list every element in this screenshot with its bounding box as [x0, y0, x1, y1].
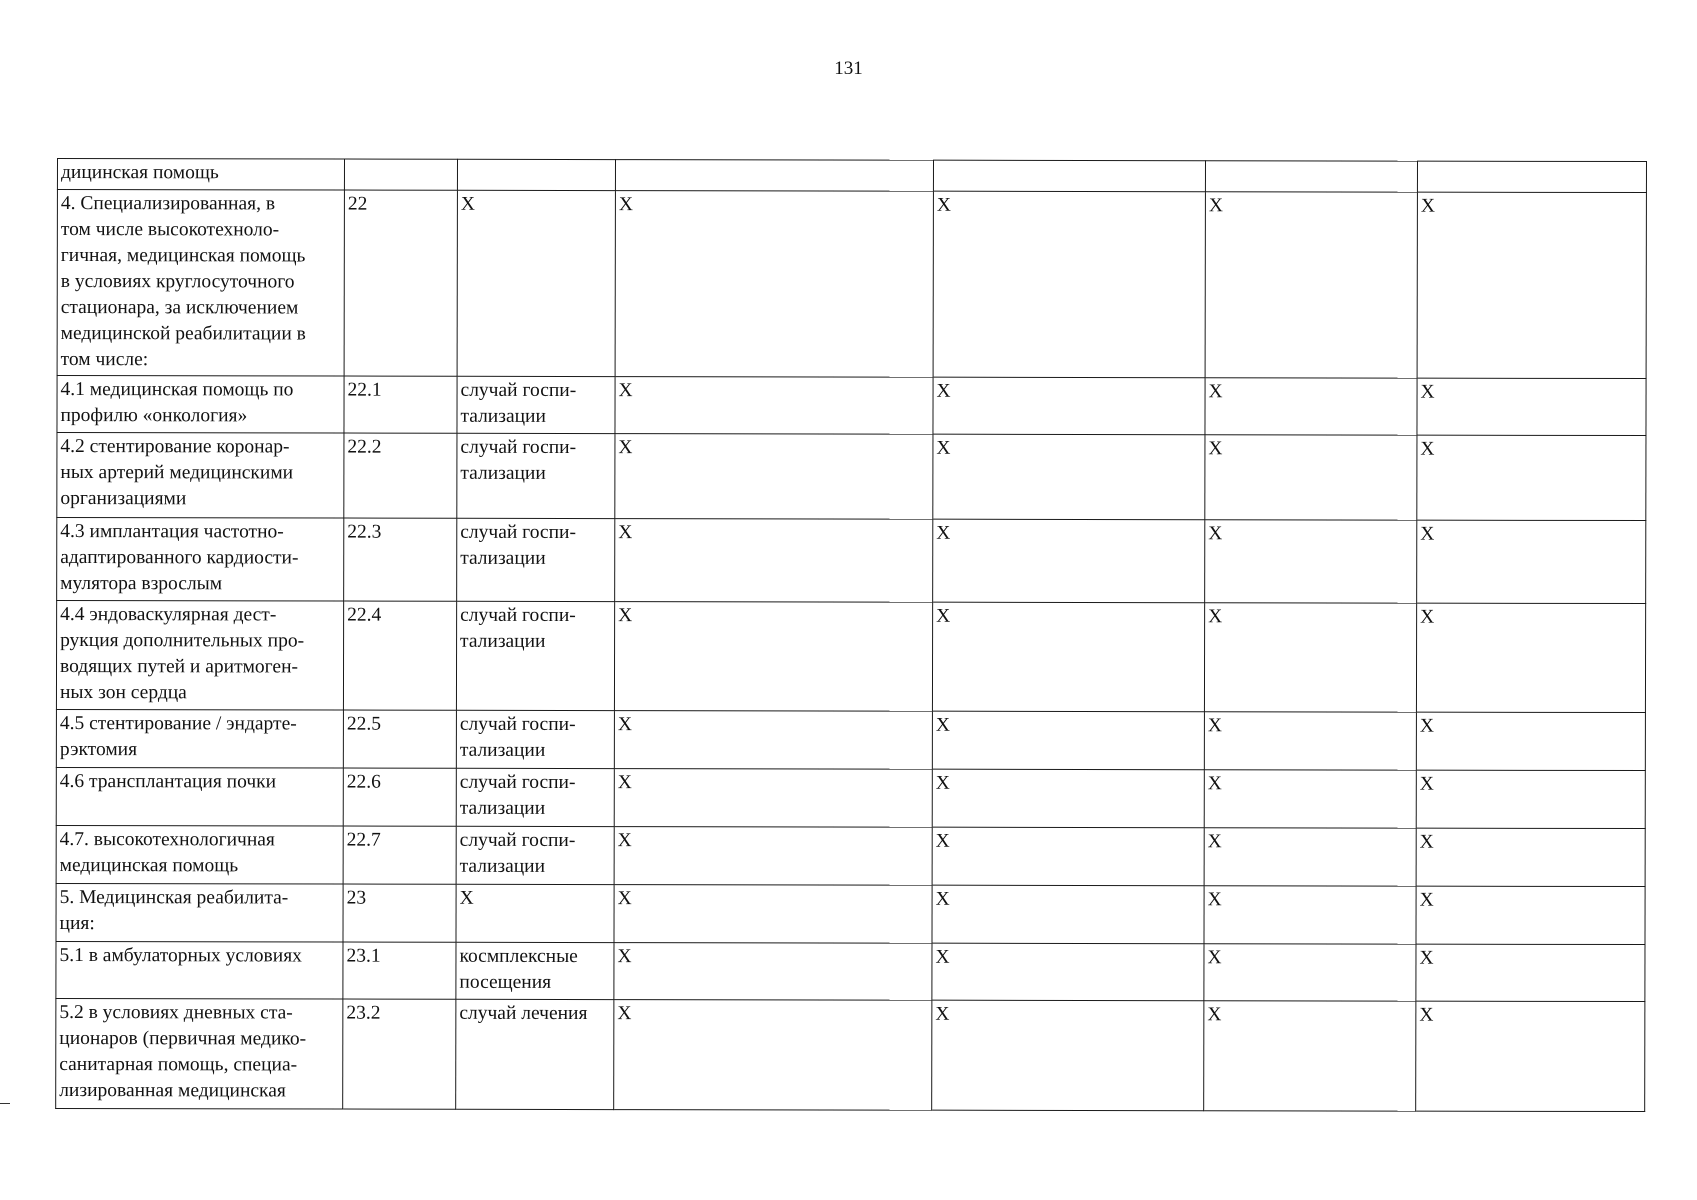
row-label-cell: 4.3 имплантация частотно- адаптированного кардиости- мулятора взрослым — [57, 518, 344, 602]
unit-cell: случай госпи- тализации — [457, 433, 615, 518]
table-row — [57, 376, 1646, 436]
value-cell: X — [614, 885, 932, 944]
value-cell: X — [1204, 944, 1416, 1001]
table-row — [56, 825, 1645, 886]
value-cell: X — [1417, 378, 1646, 435]
value-cell: X — [1417, 435, 1646, 520]
value-cell: X — [1205, 520, 1417, 603]
table-row — [56, 709, 1645, 770]
value-cell — [615, 160, 933, 192]
unit-cell: случай госпи- тализации — [456, 710, 614, 768]
row-label-cell: 4.1 медицинская помощь по профилю «онкология» — [57, 376, 344, 434]
table-row — [56, 941, 1645, 1001]
row-label-cell: 4. Специализированная, в том числе высокотехноло- гичная, медицинская помощь в условиях круглосуточного стационара, за исключением медицинской реабилитации в том числе: — [57, 190, 344, 377]
table-row — [57, 433, 1646, 521]
value-cell: X — [1204, 1001, 1416, 1111]
row-number-cell: 22.6 — [343, 768, 456, 826]
value-cell: X — [615, 434, 933, 520]
row-number-cell: 22.7 — [343, 826, 456, 884]
value-cell: X — [933, 191, 1205, 378]
value-cell: X — [932, 827, 1204, 886]
value-cell: X — [933, 377, 1205, 435]
value-cell: X — [614, 711, 932, 770]
row-number-cell: 22.3 — [344, 518, 457, 601]
value-cell: X — [1416, 886, 1645, 944]
value-cell: X — [614, 769, 932, 828]
row-number-cell: 22.1 — [344, 376, 457, 433]
value-cell: X — [932, 711, 1204, 770]
table-row — [56, 998, 1645, 1111]
table-row — [56, 601, 1645, 713]
value-cell: X — [932, 1000, 1204, 1111]
unit-cell: случай госпи- тализации — [456, 601, 614, 710]
row-number-cell — [344, 159, 457, 190]
value-cell: X — [1204, 886, 1416, 944]
row-label-cell: 4.5 стентирование / эндарте- рэктомия — [56, 709, 343, 768]
value-cell: X — [1416, 603, 1645, 712]
value-cell: X — [614, 1000, 932, 1111]
value-cell: X — [1416, 1001, 1645, 1111]
row-number-cell: 23.1 — [343, 942, 456, 999]
value-cell: X — [932, 602, 1204, 712]
value-cell: X — [933, 519, 1205, 603]
value-cell: X — [1204, 712, 1416, 770]
value-cell: X — [1416, 770, 1645, 828]
row-label-cell: 5. Медицинская реабилита- ция: — [56, 883, 343, 942]
row-label-cell: 4.7. высокотехнологичная медицинская помощь — [56, 825, 343, 884]
table-row — [57, 159, 1646, 193]
row-number-cell: 22 — [344, 190, 457, 376]
value-cell: X — [1417, 520, 1646, 603]
table-row — [57, 190, 1646, 379]
unit-cell: X — [456, 884, 614, 942]
value-cell: X — [1205, 435, 1417, 520]
value-cell — [1205, 161, 1417, 192]
page-number: 131 — [834, 58, 863, 79]
table-row — [57, 518, 1646, 604]
value-cell: X — [1205, 378, 1417, 435]
value-cell: X — [1205, 192, 1417, 378]
value-cell: X — [1204, 828, 1416, 886]
row-label-cell: дицинская помощь — [57, 159, 344, 191]
data-table — [55, 158, 1647, 1112]
unit-cell: случай госпи- тализации — [456, 768, 614, 826]
row-label-cell: 4.6 трансплантация почки — [56, 767, 343, 826]
row-label-cell: 4.4 эндоваскулярная дест- рукция дополнительных про- водящих путей и аритмоген- ных зон сердца — [56, 601, 343, 711]
value-cell: X — [615, 191, 933, 378]
row-number-cell: 22.4 — [343, 601, 456, 710]
value-cell: X — [933, 434, 1205, 520]
unit-cell: случай лечения — [456, 999, 614, 1109]
value-cell: X — [614, 827, 932, 886]
value-cell — [1417, 161, 1646, 192]
table-row — [56, 883, 1645, 944]
table-row — [56, 767, 1645, 828]
value-cell: X — [1416, 828, 1645, 886]
unit-cell — [457, 159, 615, 190]
row-label-cell: 5.1 в амбулаторных условиях — [56, 941, 343, 999]
value-cell: X — [614, 602, 932, 712]
value-cell: X — [1417, 192, 1646, 378]
value-cell: X — [1416, 712, 1645, 770]
row-number-cell: 23 — [343, 884, 456, 942]
value-cell: X — [932, 885, 1204, 944]
value-cell: X — [1204, 770, 1416, 828]
value-cell: X — [615, 519, 933, 603]
scan-mark — [0, 1103, 10, 1104]
row-number-cell: 22.2 — [344, 433, 457, 518]
value-cell: X — [1204, 603, 1416, 712]
unit-cell: космплексные посещения — [456, 942, 614, 999]
unit-cell: X — [457, 190, 615, 376]
value-cell: X — [932, 943, 1204, 1001]
row-number-cell: 22.5 — [343, 710, 456, 768]
row-label-cell: 5.2 в условиях дневных ста- ционаров (первичная медико- санитарная помощь, специа- лизированная медицинская — [56, 998, 343, 1109]
unit-cell: случай госпи- тализации — [457, 518, 615, 601]
value-cell: X — [615, 377, 933, 435]
row-number-cell: 23.2 — [343, 999, 456, 1109]
unit-cell: случай госпи- тализации — [457, 376, 615, 433]
value-cell: X — [932, 769, 1204, 828]
row-label-cell: 4.2 стентирование коронар- ных артерий медицинскими организациями — [57, 433, 344, 519]
value-cell: X — [1416, 944, 1645, 1001]
value-cell — [933, 160, 1205, 192]
unit-cell: случай госпи- тализации — [456, 826, 614, 884]
value-cell: X — [614, 943, 932, 1001]
